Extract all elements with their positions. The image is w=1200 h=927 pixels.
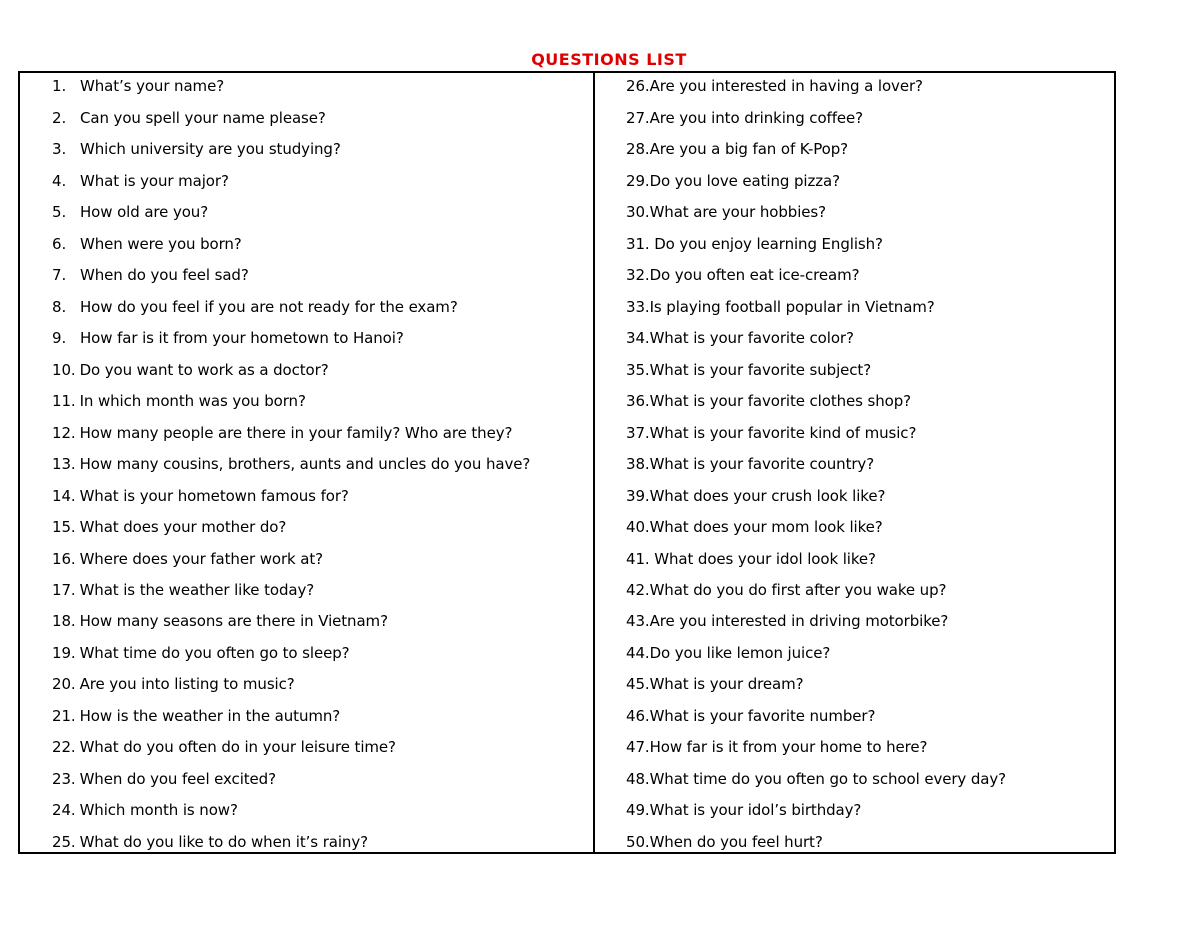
question-number: 36. [626,392,650,410]
question-text: How far is it from your hometown to Hanoi? [80,329,404,347]
question-text: Is playing football popular in Vietnam? [649,298,935,316]
question-number: 28. [626,140,650,158]
question-item [52,264,249,286]
question-number: 18. [52,612,76,630]
question-number: 44. [626,644,650,662]
question-item [52,296,458,318]
question-item [52,768,276,790]
question-number: 41. [626,550,650,568]
question-text: What is your favorite subject? [649,361,872,379]
question-item [626,359,871,381]
question-item [626,233,883,255]
question-item [626,390,911,412]
question-text: How many seasons are there in Vietnam? [79,612,388,630]
question-number: 39. [626,487,650,505]
question-number: 17. [52,581,76,599]
question-item [626,548,876,570]
question-number: 50. [626,833,650,851]
question-item [52,170,229,192]
question-item [52,138,341,160]
question-item [52,201,208,223]
question-number: 25. [52,833,76,851]
question-text: What is your favorite number? [649,707,876,725]
question-number: 20. [52,675,76,693]
question-text: How old are you? [80,203,209,221]
question-item [52,453,530,475]
question-number: 49. [626,801,650,819]
question-text: When do you feel excited? [79,770,276,788]
question-item [626,705,875,727]
question-item [52,736,396,758]
question-number: 24. [52,801,76,819]
question-number: 27. [626,109,650,127]
question-text: How do you feel if you are not ready for the exam? [80,298,458,316]
question-item [626,296,935,318]
question-item [52,799,238,821]
question-item [626,516,883,538]
question-item [626,453,874,475]
question-text: When do you feel hurt? [649,833,823,851]
question-item [52,642,350,664]
question-text: What is your dream? [649,675,804,693]
question-text: When do you feel sad? [80,266,249,284]
question-item [626,673,803,695]
question-item [626,579,946,601]
question-item [52,610,388,632]
question-item [52,107,326,129]
question-text: What do you do first after you wake up? [649,581,947,599]
question-text: What do you often do in your leisure time? [79,738,396,756]
question-number: 19. [52,644,76,662]
question-text: Do you want to work as a doctor? [79,361,329,379]
question-text: What’s your name? [80,77,225,95]
question-item [626,138,848,160]
question-number: 38. [626,455,650,473]
question-text: What is your major? [80,172,229,190]
question-item [626,201,826,223]
question-item [52,422,512,444]
question-text: What does your mother do? [79,518,287,536]
page-title: QUESTIONS LIST [531,50,687,69]
question-text: Which month is now? [79,801,238,819]
question-item [52,831,368,853]
question-text: What time do you often go to school every day? [649,770,1007,788]
question-item [626,327,854,349]
question-item [626,75,923,97]
question-text: What do you like to do when it’s rainy? [79,833,368,851]
question-text: What does your idol look like? [649,550,876,568]
question-text: Do you like lemon juice? [649,644,831,662]
question-text: When were you born? [80,235,242,253]
column-divider [593,73,595,852]
question-item [626,610,948,632]
question-item [626,642,830,664]
question-item [52,516,286,538]
question-number: 47. [626,738,650,756]
question-item [52,390,306,412]
question-number: 8. [52,298,67,316]
question-item [626,799,861,821]
question-text: What time do you often go to sleep? [79,644,350,662]
question-text: What is your favorite country? [649,455,875,473]
question-text: What does your crush look like? [649,487,886,505]
question-text: Are you into drinking coffee? [649,109,864,127]
question-number: 43. [626,612,650,630]
question-item [626,831,823,853]
question-item [52,75,224,97]
question-number: 34. [626,329,650,347]
question-text: How many people are there in your family? Who are they? [79,424,513,442]
question-text: What is your favorite color? [649,329,854,347]
question-text: How many cousins, brothers, aunts and uncles do you have? [79,455,531,473]
question-number: 4. [52,172,67,190]
question-item [52,359,329,381]
question-text: Do you love eating pizza? [649,172,840,190]
question-number: 15. [52,518,76,536]
question-item [626,485,885,507]
question-text: How is the weather in the autumn? [79,707,341,725]
question-text: How far is it from your home to here? [649,738,928,756]
question-number: 40. [626,518,650,536]
question-item [52,327,404,349]
question-text: What is your favorite kind of music? [649,424,917,442]
question-text: What is your hometown famous for? [79,487,349,505]
question-item [626,264,859,286]
question-number: 23. [52,770,76,788]
question-number: 3. [52,140,67,158]
question-number: 33. [626,298,650,316]
question-text: Which university are you studying? [80,140,341,158]
question-text: What is the weather like today? [79,581,315,599]
question-number: 37. [626,424,650,442]
question-number: 12. [52,424,76,442]
question-text: In which month was you born? [79,392,306,410]
question-item [626,736,927,758]
question-text: What is your idol’s birthday? [649,801,862,819]
question-text: Are you interested in driving motorbike? [649,612,949,630]
question-number: 2. [52,109,67,127]
question-item [52,548,323,570]
question-number: 42. [626,581,650,599]
question-text: Are you a big fan of K-Pop? [649,140,849,158]
question-text: Do you often eat ice-cream? [649,266,860,284]
question-number: 5. [52,203,67,221]
question-item [52,579,314,601]
question-number: 10. [52,361,76,379]
question-item [626,768,1006,790]
question-number: 13. [52,455,76,473]
question-item [52,673,295,695]
question-text: What does your mom look like? [649,518,883,536]
question-text: What is your favorite clothes shop? [649,392,912,410]
question-item [52,485,349,507]
question-number: 35. [626,361,650,379]
question-item [52,705,340,727]
question-text: What are your hobbies? [649,203,826,221]
question-item [626,422,916,444]
question-number: 7. [52,266,67,284]
question-number: 16. [52,550,76,568]
question-number: 6. [52,235,67,253]
question-number: 22. [52,738,76,756]
question-text: Are you interested in having a lover? [649,77,923,95]
question-text: Where does your father work at? [79,550,323,568]
question-number: 1. [52,77,67,95]
question-number: 31. [626,235,650,253]
question-item [52,233,242,255]
question-number: 46. [626,707,650,725]
questions-table [18,71,1116,854]
question-number: 14. [52,487,76,505]
question-item [626,170,840,192]
question-number: 26. [626,77,650,95]
question-text: Can you spell your name please? [80,109,326,127]
question-number: 11. [52,392,76,410]
question-number: 30. [626,203,650,221]
question-number: 21. [52,707,76,725]
question-number: 45. [626,675,650,693]
question-item [626,107,863,129]
question-text: Do you enjoy learning English? [649,235,883,253]
question-number: 9. [52,329,67,347]
question-text: Are you into listing to music? [79,675,295,693]
question-number: 29. [626,172,650,190]
question-number: 32. [626,266,650,284]
question-number: 48. [626,770,650,788]
